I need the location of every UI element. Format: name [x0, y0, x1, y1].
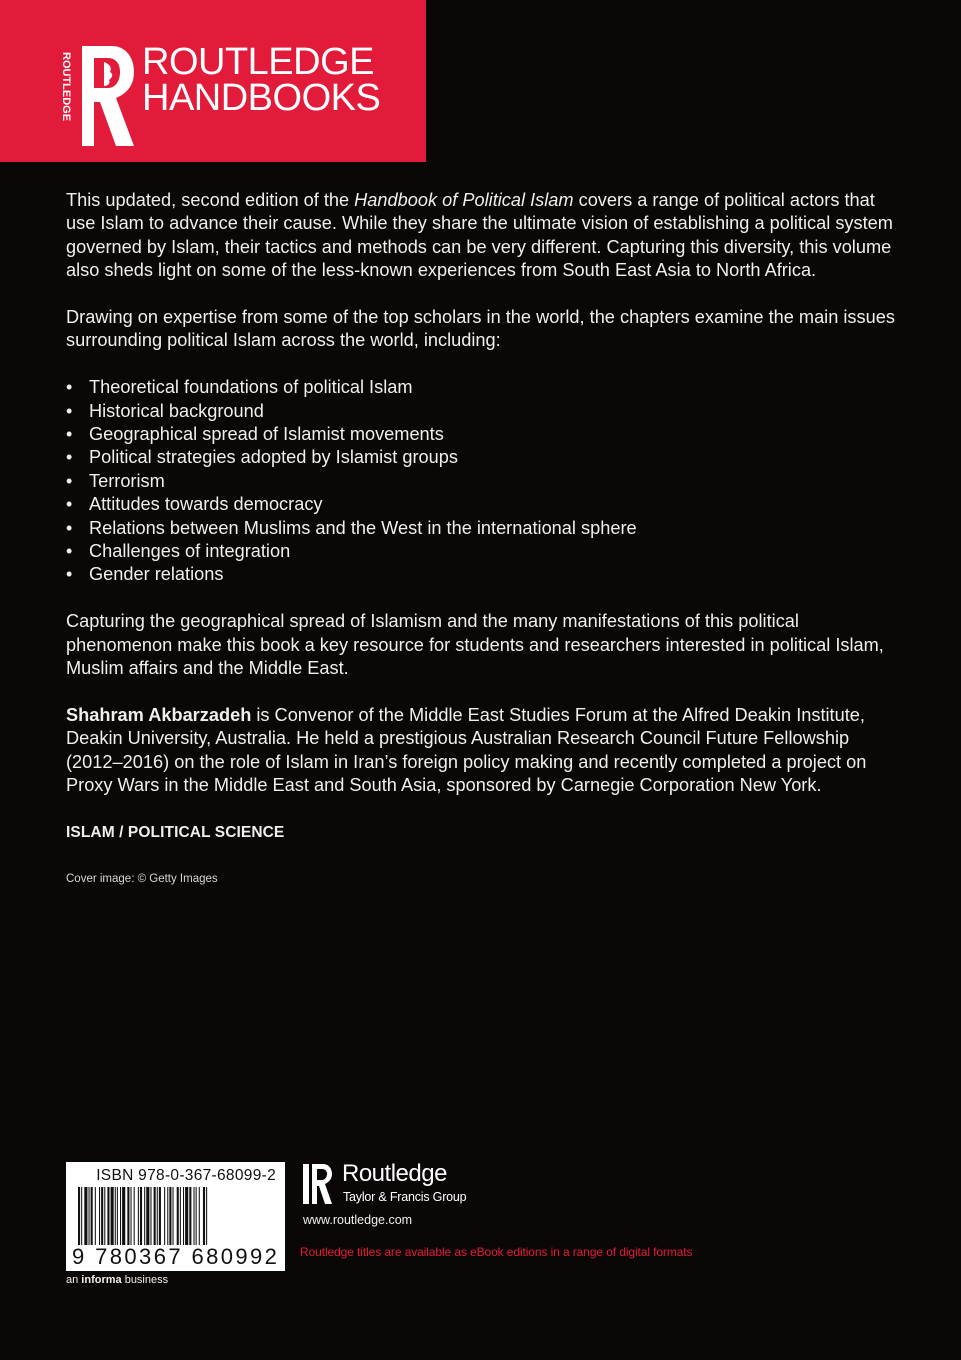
list-item: • Attitudes towards democracy [66, 493, 896, 516]
author-bio: Shahram Akbarzadeh is Convenor of the Middle East Studies Forum at the Alfred Deakin Institute, Deakin University, Australia. He held a prestigious Australian Research Council Future Fellowship (2012–2016) on the role of Islam in Iran’s foreign policy making and recently completed a project on Proxy Wars in the Middle East and South Asia, sponsored by Carnegie Corporation New York. [66, 704, 867, 796]
list-item: • Historical background [66, 400, 896, 423]
blurb [66, 189, 896, 892]
list-item: • Theoretical foundations of political Islam [66, 376, 896, 399]
barcode-icon [78, 1187, 274, 1245]
author-name: Shahram Akbarzadeh [66, 704, 252, 725]
capturing-paragraph: Capturing the geographical spread of Islamism and the many manifestations of this political phenomenon make this book a key resource for students and researchers interested in political Islam, Muslim affairs and the Middle East. [66, 611, 884, 679]
routledge-logo-icon [60, 42, 136, 150]
list-item: • Relations between Muslims and the West in the international sphere [66, 517, 896, 540]
book-title: Handbook of Political Islam [354, 190, 574, 210]
drawing-paragraph: Drawing on expertise from some of the top scholars in the world, the chapters examine the main issues surrounding political Islam across the world, including: [66, 307, 895, 351]
intro-paragraph: This updated, second edition of the Handbook of Political Islam covers a range of political actors that use Islam to advance their cause. While they share the ultimate vision of establishing a political system governed by Islam, their tactics and methods can be very different. Capturing this diversity, this volume also sheds light on some of the less-known experiences from South East Asia to North Africa. [66, 190, 893, 281]
routledge-small-logo-icon [303, 1162, 333, 1206]
series-banner [0, 0, 426, 162]
informa-business-line: an informa business [66, 1274, 169, 1286]
logo-vertical-text: ROUTLEDGE [60, 52, 72, 122]
ebook-note: Routledge titles are available as eBook editions in a range of digital formats [300, 1245, 693, 1259]
series-title-line2: HANDBOOKS [142, 77, 381, 119]
list-item: • Gender relations [66, 563, 896, 586]
isbn-barcode [66, 1162, 285, 1271]
publisher-name: Routledge [342, 1160, 447, 1187]
series-title-line1: ROUTLEDGE [142, 41, 374, 83]
informa-brand: informa [81, 1274, 122, 1286]
barcode-digits: 9 780367 680992 [72, 1244, 280, 1269]
publisher-url[interactable]: www.routledge.com [303, 1213, 413, 1227]
subject-category: ISLAM / POLITICAL SCIENCE [66, 823, 285, 841]
list-item: • Terrorism [66, 470, 896, 493]
isbn-label: ISBN 978-0-367-68099-2 [96, 1167, 276, 1184]
list-item: • Geographical spread of Islamist movements [66, 423, 896, 446]
series-title [142, 41, 381, 119]
publisher-group: Taylor & Francis Group [343, 1190, 467, 1204]
cover-credit: Cover image: © Getty Images [66, 873, 218, 886]
topic-list [66, 376, 896, 587]
list-item: • Challenges of integration [66, 540, 896, 563]
list-item: • Political strategies adopted by Islamist groups [66, 446, 896, 469]
